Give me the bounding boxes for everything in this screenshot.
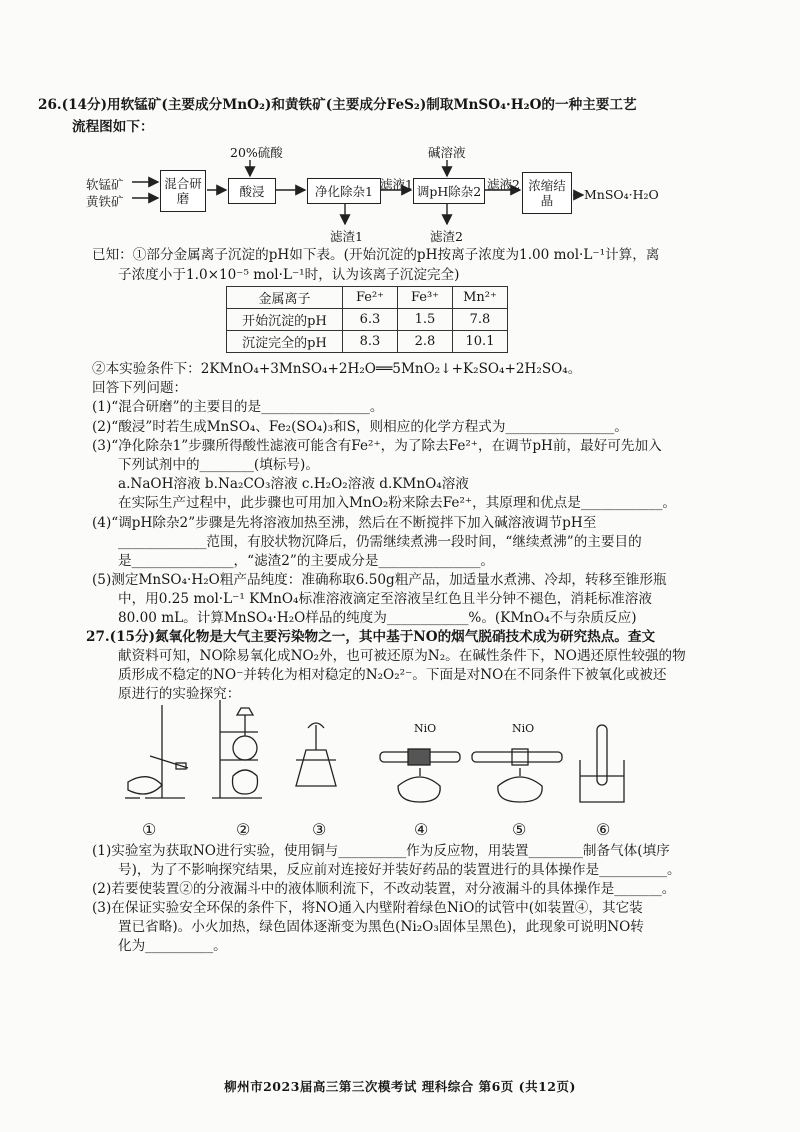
apparatus-label-3: ③ — [312, 820, 327, 839]
flow-input-pyrite: 黄铁矿 — [86, 194, 124, 209]
table-cell: 2.8 — [398, 331, 453, 353]
flow-acid-label: 20%硫酸 — [230, 145, 283, 160]
table-cell: 沉淀完全的pH — [227, 331, 343, 353]
table-cell: 10.1 — [453, 331, 508, 353]
q26-part5-line2: 中，用0.25 mol·L⁻¹ KMnO₄标准溶液滴定至溶液呈红色且半分钟不褪色，消耗标准溶液 — [118, 591, 652, 607]
q26-part5-line3: 80.00 mL。计算MnSO₄·H₂O样品的纯度为____________%。(KMnO₄不与杂质反应) — [118, 610, 637, 626]
flow-step-crystallize: 浓缩结晶 — [522, 172, 572, 214]
nio-label-5: NiO — [512, 722, 535, 735]
apparatus-label-5: ⑤ — [512, 820, 527, 839]
table-cell: Fe³⁺ — [398, 287, 453, 309]
flow-residue-1: 滤渣1 — [330, 229, 363, 244]
flowchart-arrows — [0, 0, 800, 260]
q26-intro-line2: 流程图如下： — [72, 119, 154, 135]
q26-part3-options: a.NaOH溶液 b.Na₂CO₃溶液 c.H₂O₂溶液 d.KMnO₄溶液 — [118, 476, 469, 492]
flow-step-purify-1: 净化除杂1 — [307, 178, 381, 204]
apparatus-6 — [580, 725, 624, 802]
flow-product: MnSO₄·H₂O — [584, 187, 659, 202]
q26-part3-line3: 在实际生产过程中，此步骤也可用加入MnO₂粉来除去Fe²⁺，其原理和优点是____________。 — [118, 495, 676, 511]
apparatus-3 — [296, 723, 336, 786]
table-row — [227, 287, 508, 309]
q26-part4-line2: _____________范围，有胶状物沉降后，仍需继续煮沸一段时间，“继续煮沸”的主要目的 — [118, 534, 642, 550]
table-cell: Mn²⁺ — [453, 287, 508, 309]
q27-part2: (2)若要使装置②的分液漏斗中的液体顺利流下，不改动装置，对分液漏斗的具体操作是_______。 — [92, 881, 676, 897]
q27-part3-line1: (3)在保证实验安全环保的条件下，将NO通入内壁附着绿色NiO的试管中(如装置④，其它装 — [92, 900, 643, 916]
q26-part3-line2: 下列试剂中的________(填标号)。 — [118, 457, 319, 473]
apparatus-label-2: ② — [236, 820, 251, 839]
apparatus-label-1: ① — [142, 820, 157, 839]
apparatus-label-4: ④ — [414, 820, 429, 839]
table-cell: 6.3 — [343, 309, 398, 331]
table-cell: 金属离子 — [227, 287, 343, 309]
apparatus-4 — [380, 749, 460, 802]
apparatus-illustrations — [0, 690, 800, 820]
flow-base-label: 碱溶液 — [428, 145, 466, 160]
q26-known-line3: ②本实验条件下：2KMnO₄+3MnSO₄+2H₂O══5MnO₂↓+K₂SO₄+2H₂SO₄。 — [92, 361, 582, 377]
table-cell: 1.5 — [398, 309, 453, 331]
q27-part1-line1: (1)实验室为获取NO进行实验，使用铜与__________作为反应物，用装置________制备气体(填序 — [92, 843, 670, 859]
apparatus-2 — [212, 700, 262, 798]
q26-intro-line1: 26.(14分)用软锰矿(主要成分MnO₂)和黄铁矿(主要成分FeS₂)制取MnSO₄·H₂O的一种主要工艺 — [38, 97, 637, 113]
q26-part4-line1: (4)“调pH除杂2”步骤是先将溶液加热至沸，然后在不断搅拌下加入碱溶液调节pH至 — [92, 515, 597, 531]
q26-known-line2: 子浓度小于1.0×10⁻⁵ mol·L⁻¹时，认为该离子沉淀完全) — [118, 267, 460, 283]
q26-part2: (2)“酸浸”时若生成MnSO₄、Fe₂(SO₄)₃和S，则相应的化学方程式为________________。 — [92, 419, 628, 435]
q27-intro-line3: 质形成不稳定的NO⁻并转化为相对稳定的N₂O₂²⁻。下面是对NO在不同条件下被氧化或被还 — [118, 667, 667, 683]
q27-intro-line4: 原进行的实验探究： — [118, 686, 241, 702]
nio-label-4: NiO — [414, 722, 437, 735]
page-footer: 柳州市2023届高三第三次模考试 理科综合 第6页 (共12页) — [224, 1079, 576, 1094]
q26-part5-line1: (5)测定MnSO₄·H₂O粗产品纯度：准确称取6.50g粗产品，加适量水煮沸、冷却，转移至锥形瓶 — [92, 572, 667, 588]
q27-part3-line2: 置已省略)。小火加热，绿色固体逐渐变为黑色(Ni₂O₃固体呈黑色)，此现象可说明NO转 — [118, 919, 644, 935]
apparatus-1 — [125, 705, 188, 798]
table-cell: 开始沉淀的pH — [227, 309, 343, 331]
flow-residue-2: 滤渣2 — [430, 229, 463, 244]
q27-intro-line2: 献资料可知，NO除易氧化成NO₂外，也可被还原为N₂。在碱性条件下，NO遇还原性较强的物 — [118, 648, 686, 664]
table-cell: 7.8 — [453, 309, 508, 331]
q26-part1: (1)“混合研磨”的主要目的是________________。 — [92, 399, 384, 415]
q26-known-line1: 已知：①部分金属离子沉淀的pH如下表。(开始沉淀的pH按离子浓度为1.00 mol·L⁻¹计算，离 — [92, 247, 660, 263]
table-cell: 8.3 — [343, 331, 398, 353]
precipitation-ph-table — [226, 286, 508, 353]
table-cell: Fe²⁺ — [343, 287, 398, 309]
flow-step-ph-adjust: 调pH除杂2 — [413, 178, 485, 204]
q26-part4-line3: 是_______________，“滤渣2”的主要成分是_______________。 — [118, 553, 494, 569]
flow-filtrate-1: 滤液1 — [380, 177, 413, 192]
apparatus-label-6: ⑥ — [596, 820, 611, 839]
q26-part3-line1: (3)“净化除杂1”步骤所得酸性滤液可能含有Fe²⁺，为了除去Fe²⁺，在调节pH前，最好可先加入 — [92, 438, 662, 454]
flow-filtrate-2: 滤液2 — [487, 177, 520, 192]
table-row — [227, 309, 508, 331]
q27-part1-line2: 号)，为了不影响探究结果，反应前对连接好并装好药品的装置进行的具体操作是__________。 — [118, 862, 681, 878]
apparatus-5 — [472, 749, 562, 802]
flow-input-pyrolusite: 软锰矿 — [86, 177, 124, 192]
flow-step-mix-grind: 混合研磨 — [160, 170, 206, 212]
flow-step-acid-leach: 酸浸 — [228, 178, 276, 204]
q26-answer-prompt: 回答下列问题： — [92, 380, 188, 396]
q27-intro-line1: 27.(15分)氮氧化物是大气主要污染物之一，其中基于NO的烟气脱硝技术成为研究热点。查文 — [86, 629, 656, 645]
q27-part3-line3: 化为__________。 — [118, 938, 227, 954]
table-row — [227, 331, 508, 353]
